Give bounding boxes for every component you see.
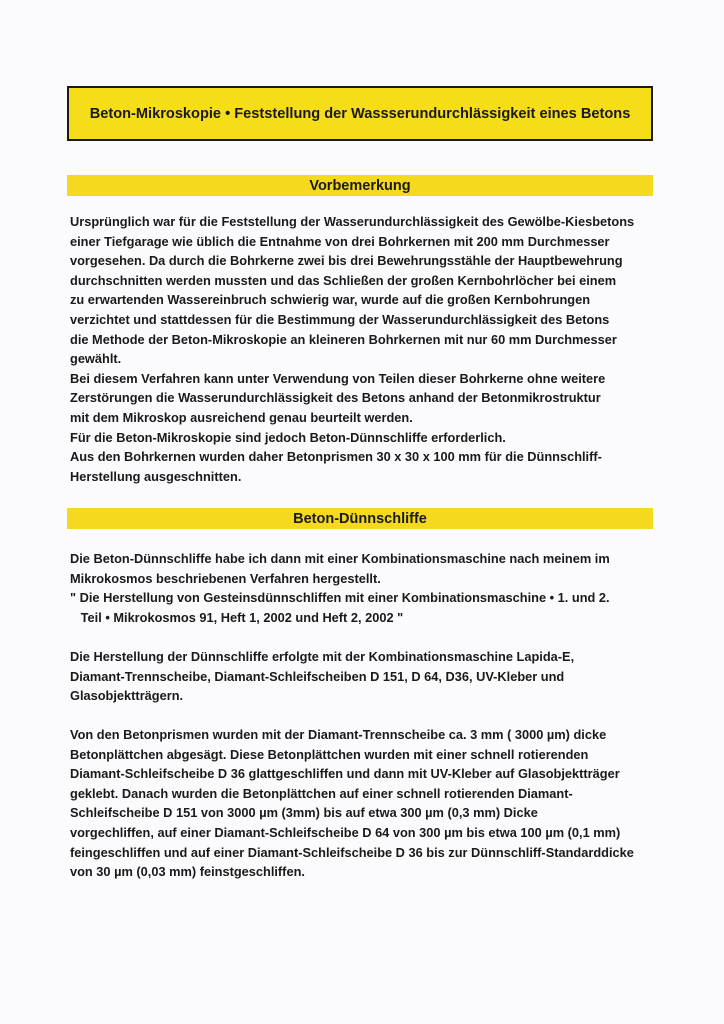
document-title-box	[67, 86, 653, 141]
text-line: Diamant-Trennscheibe, Diamant-Schleifscheiben D 151, D 64, D36, UV-Kleber und	[70, 668, 565, 684]
text-line: durchschnitten werden mussten und das Schließen der großen Kernbohrlöcher bei einem	[70, 272, 617, 288]
text-line: Ursprünglich war für die Feststellung der Wasserundurchlässigkeit des Gewölbe-Kiesbetons	[70, 214, 635, 229]
text-line: Für die Beton-Mikroskopie sind jedoch Beton-Dünnschliffe erforderlich.	[70, 429, 506, 445]
text-line: Betonplättchen abgesägt. Diese Betonplättchen wurden mit einer schnell rotierenden	[70, 746, 589, 762]
text-line: vorgechliffen, auf einer Diamant-Schleifscheibe D 64 von 300 µm bis etwa 100 µm (0,1 mm)	[70, 824, 621, 840]
text-line: Zerstörungen die Wasserundurchlässigkeit des Betons anhand der Betonmikrostruktur	[70, 390, 601, 406]
text-line: Herstellung ausgeschnitten.	[70, 468, 242, 484]
text-line: verzichtet und stattdessen für die Bestimmung der Wasserundurchlässigkeit des Betons	[70, 311, 610, 327]
text-line: Bei diesem Verfahren kann unter Verwendung von Teilen dieser Bohrkerne ohne weitere	[70, 370, 606, 386]
text-line: Von den Betonprismen wurden mit der Diamant-Trennscheibe ca. 3 mm ( 3000 µm) dicke	[70, 727, 607, 742]
paragraph-procedure	[70, 725, 660, 882]
section-heading-text: Beton-Dünnschliffe	[293, 510, 427, 527]
paragraph-vorbemerkung	[70, 212, 660, 486]
text-line: geklebt. Danach wurden die Betonplättchen auf einer schnell rotierenden Diamant-	[70, 785, 573, 801]
text-line: Aus den Bohrkernen wurden daher Betonprismen 30 x 30 x 100 mm für die Dünnschliff-	[70, 449, 602, 465]
text-line: " Die Herstellung von Gesteinsdünnschliffen mit einer Kombinationsmaschine • 1. und 2.	[70, 590, 610, 606]
text-line: Diamant-Schleifscheibe D 36 glattgeschliffen und dann mit UV-Kleber auf Glasobjektträger	[70, 766, 620, 782]
section-heading-vorbemerkung	[67, 175, 653, 196]
text-line: einer Tiefgarage wie üblich die Entnahme von drei Bohrkernen mit 200 mm Durchmesser	[70, 233, 610, 249]
text-line: von 30 µm (0,03 mm) feinstgeschliffen.	[70, 864, 305, 880]
text-line: zu erwartenden Wassereinbruch schwierig war, wurde auf die großen Kernbohrungen	[70, 292, 591, 308]
text-line: Schleifscheibe D 151 von 3000 µm (3mm) bis auf etwa 300 µm (0,3 mm) Dicke	[70, 805, 538, 821]
text-line: Mikrokosmos beschriebenen Verfahren hergestellt.	[70, 570, 381, 586]
text-line: gewählt.	[70, 351, 122, 367]
text-line: mit dem Mikroskop ausreichend genau beurteilt werden.	[70, 409, 413, 425]
paragraph-method-reference	[70, 549, 660, 627]
text-line: Teil • Mikrokosmos 91, Heft 1, 2002 und Heft 2, 2002 "	[70, 609, 404, 625]
text-line: Die Beton-Dünnschliffe habe ich dann mit einer Kombinationsmaschine nach meinem im	[70, 551, 610, 566]
section-heading-beton-duennschliffe	[67, 508, 653, 529]
text-line: vorgesehen. Da durch die Bohrkerne zwei bis drei Bewehrungsstähle der Hauptbewehrung	[70, 253, 623, 269]
paragraph-equipment	[70, 647, 660, 706]
document-title: Beton-Mikroskopie • Feststellung der Wassserundurchlässigkeit eines Betons	[89, 105, 631, 122]
text-line: Die Herstellung der Dünnschliffe erfolgte mit der Kombinationsmaschine Lapida-E,	[70, 649, 575, 664]
text-line: feingeschliffen und auf einer Diamant-Schleifscheibe D 36 bis zur Dünnschliff-Standarddicke	[70, 844, 634, 860]
section-heading-text: Vorbemerkung	[309, 177, 411, 194]
text-line: Glasobjektträgern.	[70, 688, 184, 704]
text-line: die Methode der Beton-Mikroskopie an kleineren Bohrkernen mit nur 60 mm Durchmesser	[70, 331, 617, 347]
